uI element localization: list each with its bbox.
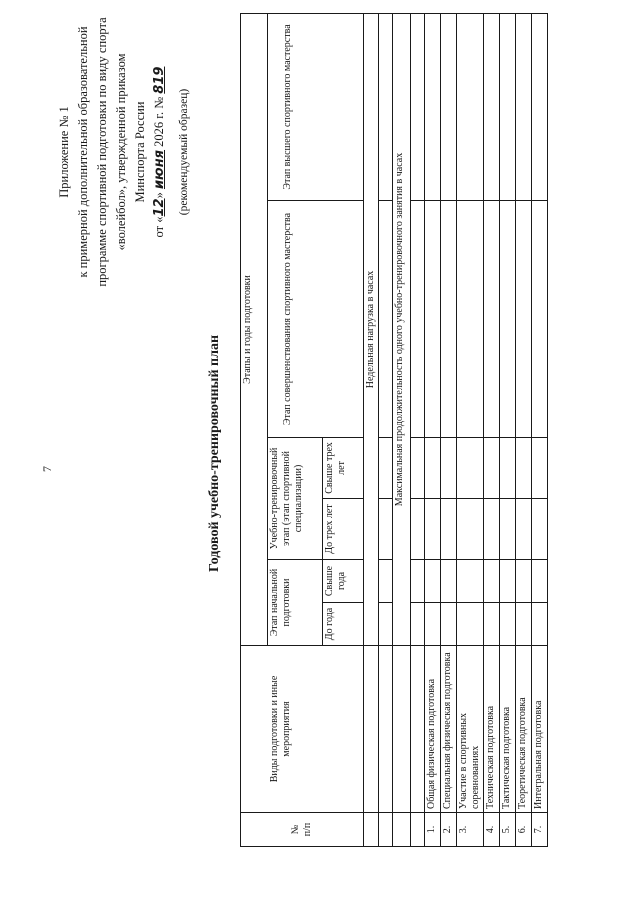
order-date-line	[150, 2, 169, 302]
table-row	[484, 13, 500, 846]
table-row	[457, 13, 484, 846]
row-number: 4.	[484, 813, 500, 847]
appendix-line: «волейбол», утвержденной приказом	[114, 53, 128, 251]
appendix-line: к примерной дополнительной образовательной	[76, 26, 90, 278]
sample-note: (рекомендуемый образец)	[178, 88, 190, 216]
table-row	[532, 13, 548, 846]
table-row	[516, 13, 532, 846]
row-number: 3.	[457, 813, 484, 847]
col-header-types: Виды подготовки и иные мероприятия	[241, 646, 364, 813]
appendix-line: программе спортивной подготовки по виду спорта	[95, 17, 109, 287]
empty-cell	[379, 603, 393, 646]
stage-improvement: Этап совершенствования спортивного мастерства	[268, 201, 364, 438]
empty-cell	[411, 201, 425, 438]
row-name: Техническая подготовка	[484, 646, 500, 813]
empty-cell	[411, 603, 425, 646]
table-row	[500, 13, 516, 846]
row-name: Специальная физическая подготовка	[441, 646, 457, 813]
stages-header: Этапы и годы подготовки	[241, 13, 268, 645]
empty-cell	[411, 13, 425, 200]
row-name: Интегральная подготовка	[532, 646, 548, 813]
empty-cell	[411, 560, 425, 603]
page-number: 7	[40, 466, 54, 472]
empty-cell	[411, 438, 425, 499]
initial-over-year: Свыше года	[323, 560, 364, 603]
handwritten-order-number: 819	[152, 66, 167, 94]
row-number: 5.	[500, 813, 516, 847]
weekly-load-label: Недельная нагрузка в часах	[364, 13, 379, 645]
empty-cell	[379, 560, 393, 603]
row-name: Общая физическая подготовка	[425, 646, 441, 813]
empty-cell	[379, 499, 393, 560]
training-plan-table	[240, 13, 548, 847]
empty-cell	[411, 646, 425, 813]
empty-cell	[393, 813, 411, 847]
initial-up-to-year: До года	[323, 603, 364, 646]
appendix-line: Приложение № 1	[57, 106, 71, 198]
date-mid: »	[152, 192, 166, 199]
row-name: Участие в спортивных соревнованиях	[457, 646, 484, 813]
date-prefix: от «	[152, 216, 166, 238]
appendix-header	[55, 2, 194, 302]
stage-initial: Этап начальной подготовки	[268, 560, 323, 646]
stage-higher: Этап высшего спортивного мастерства	[268, 13, 364, 200]
max-duration-label: Максимальная продолжительность одного учебно-тренировочного занятия в часах	[393, 13, 411, 645]
row-number: 7.	[532, 813, 548, 847]
row-name: Теоретическая подготовка	[516, 646, 532, 813]
empty-cell	[364, 813, 379, 847]
training-over-three: Свыше трех лет	[323, 438, 364, 499]
col-header-number: № п/п	[241, 813, 364, 847]
handwritten-day: 12	[152, 198, 167, 217]
empty-cell	[379, 813, 393, 847]
stage-training: Учебно-тренировочный этап (этап спортивной специализации)	[268, 438, 323, 560]
empty-cell	[393, 646, 411, 813]
document-title: Годовой учебно-тренировочный план	[207, 334, 222, 573]
table-row	[425, 13, 441, 846]
empty-cell	[379, 646, 393, 813]
empty-cell	[379, 201, 393, 438]
table-row	[441, 13, 457, 846]
handwritten-month: июня	[152, 149, 167, 190]
empty-cell	[379, 438, 393, 499]
row-name: Тактическая подготовка	[500, 646, 516, 813]
row-number: 1.	[425, 813, 441, 847]
empty-cell	[364, 646, 379, 813]
year-text: 2026 г. №	[152, 96, 166, 147]
appendix-line: Минспорта России	[133, 101, 147, 203]
empty-cell	[411, 499, 425, 560]
row-number: 2.	[441, 813, 457, 847]
empty-cell	[379, 13, 393, 200]
row-number: 6.	[516, 813, 532, 847]
training-up-to-three: До трех лет	[323, 499, 364, 560]
empty-cell	[411, 813, 425, 847]
